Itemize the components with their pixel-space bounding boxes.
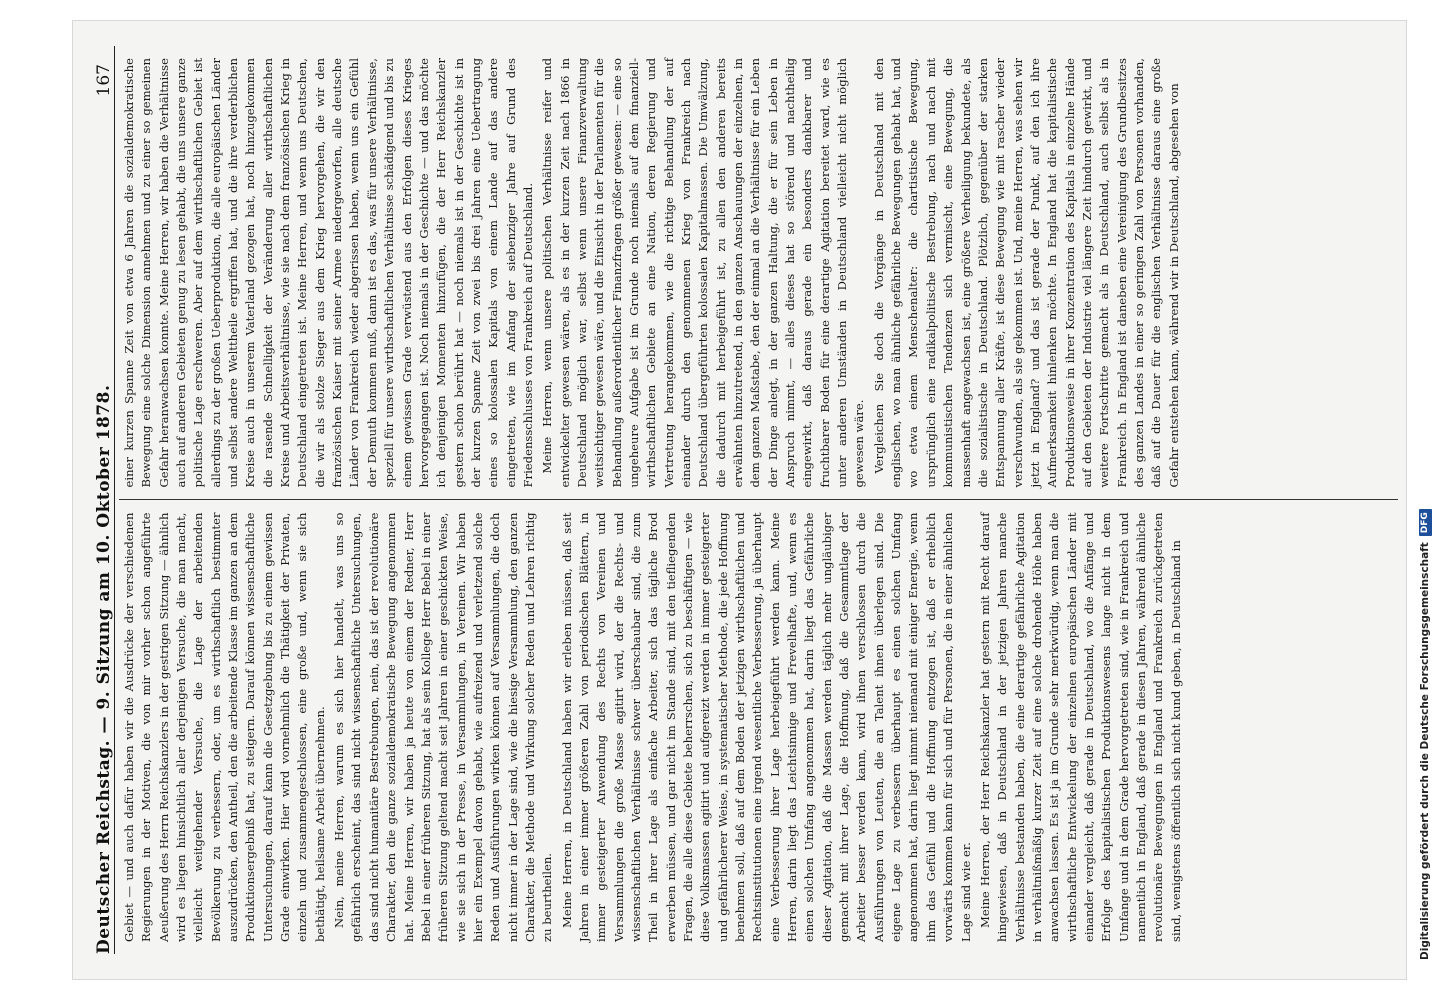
credit-text: Digitalisierung gefördert durch die Deutsche Forschungsgemeinschaft: [1419, 542, 1431, 960]
running-title: Deutscher Reichstag. — 9. Sitzung am 10. Oktober 1878.: [94, 384, 114, 954]
page-header: [86, 46, 115, 954]
paragraph: Vergleichen Sie doch die Vorgänge in Deutschland mit den englischen, wo man ähnliche gefährliche Bewegungen gehabt hat, und wo etwa einem Menschenalter: die chartistische Bewegung, ursprünglich eine radikalpolitische Bestrebung, nach und nach mit kommunistischen Tendenzen sich vermischt, eine Bewegung, die massenhaft angewachsen ist, eine größere Verheiligung bekundete, als die sozialistische in Deutschland. Plötzlich, gegenüber der starken Entspannung aller Kräfte, ist diese Bewegung wie mit rascher wieder verschwunden, als sie gekommen ist. Und, meine Herren, was sehen wir jetzt in England? und das ist gerade der Punkt, auf den ich ihre Aufmerksamkeit hinlenken möchte. In England hat die kapitalistische Produktionsweise in ihrer Konzentration des Kapitals in einzelne Hände auf den Gebieten der Industrie viel längere Zeit hindurch gewirkt, und weitere Fortschritte gemacht als in Deutschland, auch selbst als in Frankreich. In England ist daneben eine Vereinigung des Grundbesitzes des ganzen Landes in einer so geringen Zahl von Personen vorhanden, daß auf die Dauer für die englischen Verhältnisse daraus eine große Gefahr entstehen kann, während wir in Deutschland, abgesehen von: [871, 58, 1181, 488]
right-column: [119, 46, 1398, 501]
page-number: 167: [94, 64, 114, 97]
paragraph: Meine Herren, der Herr Reichskanzler hat gestern mit Recht darauf hingewiesen, daß in Deutschland in der jetzigen Jahren manche Verhältnisse bestanden haben, die eine derartige gefährliche Agitation in verhältnißmäßig kurzer Zeit auf eine solche drohende Höhe haben anwachsen lassen. Es ist ja im Grunde sehr merkwürdig, wenn man die wirthschaftliche Entwickelung der einzelnen europäischen Länder mit einander vergleicht, daß gerade in Deutschland, wo die Anfänge und Erfolge des kapitalistischen Produktionswesens lange nicht in dem Umfange und in dem Grade hervorgetreten sind, wie in Frankreich und namentlich in England, daß gerade in diesen Jahren, während ähnliche revolutionäre Bewegungen in England und Frankreich zurückgetreten sind, wenigstens öffentlich sich nicht kund geben, in Deutschland in: [977, 512, 1183, 942]
text-columns: [119, 46, 1398, 954]
paragraph: Nein, meine Herren, warum es sich hier handelt, was uns so gefährlich erscheint, das sind nicht wissenschaftliche Untersuchungen, das sind nicht humanitäre Bestrebungen, nein, das ist der revolutionäre Charakter, den die ganze sozialdemokratische Bewegung angenommen hat. Meine Herren, wir haben ja heute von einem der Redner, Herr Bebel in einer früheren Sitzung, hat als sein Kollege Herr Bebel in einer früheren Sitzung geltend macht seit Jahren in einer geschickten Weise, wie sie sich in der Presse, in Versammlungen, in Vereinen. Wir haben hier ein Exempel davon gehabt, wie aufreizend und verletzend solche Reden und Ausführungen wirken können auf Versammlungen, die doch nicht immer in der Lage sind, wie die hiesige Versammlung, den ganzen Charakter, die Methode und Wirkung solcher Reden und Lehren richtig zu beurtheilen.: [332, 512, 555, 942]
digitization-credit: [1414, 20, 1432, 960]
paragraph: Meine Herren, in Deutschland haben wir erleben müssen, daß seit Jahren in einer immer größeren Zahl von periodischen Blättern, in immer gesteigerter Anwendung des Rechts von Vereinen und Versammlungen die große Masse agitirt wird, der die Rechts- und wissenschaftlichen Verhältnisse schwer überschaubar sind, die zum Theil in ihrer Lage als einfache Arbeiter, sich das tägliche Brod erwerben müssen, und gar nicht im Stande sind, mit den tiefliegenden Fragen, die alle diese Gebiete beherrschen, sich zu beschäftigen — wie diese Volksmassen agitirt und aufgereizt werden in immer gesteigerter und gefährlicherer Weise, in systematischer Methode, die jede Hoffnung benehmen soll, daß auf dem Boden der jetzigen wirthschaftlichen und Rechtsinstitutionen eine irgend wesentliche Verbesserung, ja überhaupt eine Verbesserung ihrer Lage herbeigeführt werden kann. Meine Herren, darin liegt das Leichtsinnige und Frevelhafte, und, wenn es einen solchen Umfang angenommen hat, darin liegt das Gefährliche dieser Agitation, daß die Massen werden täglich mehr ungläubiger gemacht mit ihrer Lage, die Hoffnung, daß die Gesammtlage der Arbeiter besser werden kann, wird ihnen verschlossen durch die Ausführungen von Leuten, die an Talent ihnen überlegen sind. Die eigene Lage zu verbessern überhaupt es einen solchen Umfang angenommen hat, darin liegt nimmt niemand mit einiger Energie, wenn ihm das Gefühl und die Hoffnung entzogen ist, daß er erheblich vorwärts kommen kann für sich und für Personen, die in einer ähnlichen Lage sind wie er.: [559, 512, 973, 942]
paragraph: Meine Herren, wenn unsere politischen Verhältnisse reifer und entwickelter gewesen wären, als es in der kurzen Zeit nach 1866 in Deutschland möglich war, selbst wenn unsere Finanzverwaltung weitsichtiger gewesen wäre, und die Einsicht in der Parlamenten für die Behandlung außerordentlicher Finanzfragen größer gewesen: — eine so ungeheure Aufgabe ist im Grunde noch niemals auf dem finanziell-wirthschaftlichen Gebiete an eine Nation, deren Regierung und Vertretung herangekommen, wie die richtige Behandlung der auf einander durch den genommenen Krieg von Frankreich nach Deutschland übergeführten kolossalen Kapitalmassen. Die Umwälzung, die dadurch mit herbeigeführt ist, zu allen den anderen bereits erwähnten hinzutretend, in den ganzen Anschauungen der einzelnen, in dem ganzen Maßstabe, den der einmal an die Verhältnisse für ein Leben der Dinge anlegt, in der ganzen Haltung, die er für sein Leben in Anspruch nimmt, — alles dieses hat so störend und nachtheilig eingewirkt, daß daraus gerade ein besonders dankbarer und fruchtbarer Boden für eine derartige Agitation bereitet ward, wie es unter anderen Umständen in Deutschland vielleicht nicht möglich gewesen wäre.: [540, 58, 867, 488]
dfg-logo: DFG: [1419, 509, 1432, 536]
paragraph: einer kurzen Spanne Zeit von etwa 6 Jahren die sozialdemokratische Bewegung eine solche Dimension annehmen und zu einer so gemeinen Gefahr heranwachsen konnte. Meine Herren, wir haben die Verhältnisse auch auf anderen Gebieten genug zu lesen gehabt, die uns unsere ganze politische Lage erschweren. Aber auf dem wirthschaftlichen Gebiet ist allerdings zu der großen Ueberproduktion, die alle europäischen Länder und selbst andere Welttheile ergriffen hat, und die ihre verderblichen Kreise auch in unserem Vaterland gezogen hat, noch hinzugekommen die rasende Schnelligkeit der Veränderung aller wirthschaftlichen Kreise und Arbeitsverhältnisse, wie sie nach dem französischen Krieg in Deutschland eingetreten ist. Meine Herren, und wenn uns Deutschen, die wir als stolze Sieger aus dem Krieg hervorgehen, die wir den französischen Kaiser mit seiner Armee niedergeworfen, alle deutsche Länder von Frankreich wieder abgerissen haben, wenn uns ein Gefühl der Demuth kommen muß, dann ist es das, was für unsere Verhältnisse, speziell für unsere wirthschaftlichen Verhältnisse schädigend und bis zu einem gewissen Grade verwüstend aus den Erfolgen dieses Krieges hervorgegangen ist. Noch niemals in der Geschichte — und das möchte ich denjenigen Momenten hinzufügen, die der Herr Reichskanzler gestern schon berührt hat — noch niemals ist in der Geschichte ist in der kurzen Spanne Zeit von zwei bis drei Jahren eine Uebertragung eines so kolossalen Kapitals von einem Lande auf das andere eingetreten, wie im Anfang der siebenziger Jahre auf Grund des Friedensschlusses von Frankreich auf Deutschland.: [122, 58, 535, 488]
paragraph: Gebiet — und auch dafür haben wir die Ausdrücke der verschiedenen Regierungen in der Motiven, die von mir vorher schon angeführte Aeußerung des Herrn Reichskanzlers in der gestrigen Sitzung — ähnlich wird es liegen hinsichtlich aller derjenigen Versuche, die man macht, vielleicht weitgehender Versuche, die Lage der arbeitenden Bevölkerung zu verbessern, oder, um es wirthschaftlich bestimmter auszudrücken, den Antheil, den die arbeitende Klasse im ganzen an dem Produktionsergebniß hat, zu steigern. Darauf können wissenschaftliche Untersuchungen, darauf kann die Gesetzgebung bis zu einem gewissen Grade einwirken. Hier wird vornehmlich die Thätigkeit der Privaten, einzeln und zusammengeschlossen, eine große und, wenn sie sich bethätigt, heilsame Arbeit übernehmen.: [122, 512, 327, 942]
scanned-page: [72, 20, 1407, 980]
left-column: [119, 501, 1398, 955]
